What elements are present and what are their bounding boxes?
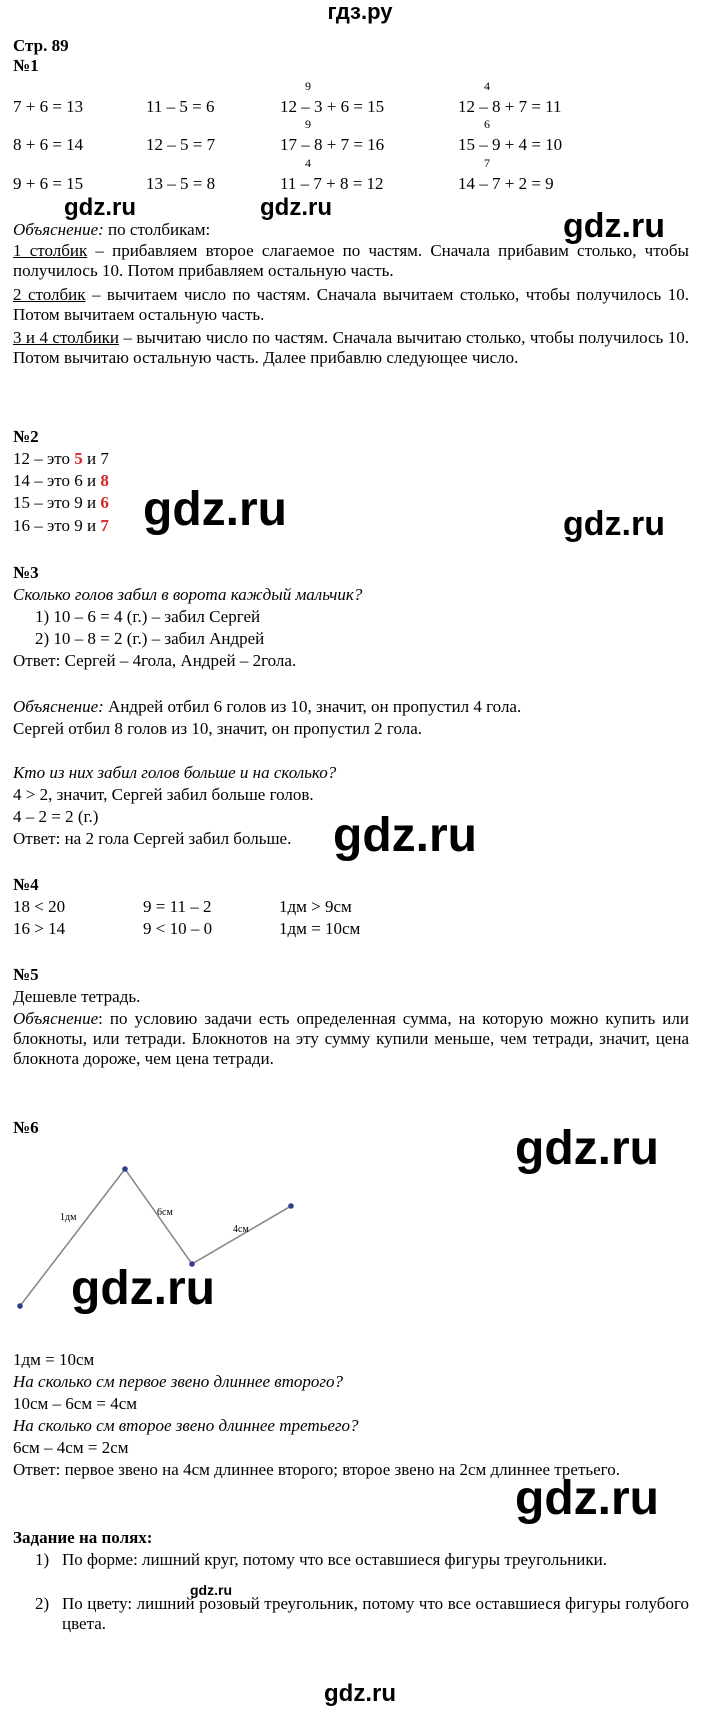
watermark: gdz.ru: [143, 483, 287, 536]
footer-watermark: gdz.ru: [324, 1680, 396, 1707]
column-label: 3 и 4 столбики: [13, 328, 120, 347]
task6-question: На сколько см второе звено длиннее третьего?: [13, 1416, 359, 1435]
watermark: gdz.ru: [64, 194, 136, 221]
superscript-hint: 7: [484, 156, 490, 170]
task3-question: Кто из них забил голов больше и на сколько?: [13, 763, 337, 782]
task3-line: 4 – 2 = 2 (г.): [13, 807, 99, 826]
watermark: gdz.ru: [563, 207, 665, 245]
task3-step: 2) 10 – 8 = 2 (г.) – забил Андрей: [35, 629, 265, 648]
example: 12 – 3 + 6 = 15: [280, 97, 385, 116]
example: 7 + 6 = 13: [13, 97, 84, 116]
example: 13 – 5 = 8: [146, 174, 216, 193]
example: 15 – 9 + 4 = 10: [458, 135, 563, 154]
comparison: 9 < 10 – 0: [143, 919, 213, 938]
explanation-label: Объяснение:: [13, 220, 104, 239]
column-text: – прибавляем второе слагаемое по частям. Сначала прибавим столько, чтобы получилось 10. Потом прибавляем остальную часть.: [13, 241, 689, 280]
column-text: – вычитаем число по частям. Сначала вычитаем столько, чтобы получилось 10. Потом вычитаем остальную часть.: [13, 285, 689, 324]
row-text: 16 – это 9 и: [13, 516, 101, 535]
answer-digit: 8: [100, 471, 109, 490]
task3-line: 4 > 2, значит, Сергей забил больше голов.: [13, 785, 314, 804]
site-header: гдз.ру: [327, 0, 393, 24]
watermark: gdz.ru: [71, 1262, 215, 1315]
example: 11 – 7 + 8 = 12: [280, 174, 384, 193]
comparison: 18 < 20: [13, 897, 66, 916]
task6-answer: Ответ: первое звено на 4см длиннее второго; второе звено на 2см длиннее третьего.: [13, 1460, 620, 1479]
explanation-text: по столбикам:: [103, 220, 211, 239]
task3-answer: Ответ: Сергей – 4гола, Андрей – 2гола.: [13, 651, 297, 670]
task6-line: 10см – 6см = 4см: [13, 1394, 137, 1413]
list-item: По цвету: лишний розовый треугольник, потому что все оставшиеся фигуры голубого цвета.: [62, 1594, 689, 1633]
row-text: 15 – это 9 и: [13, 493, 101, 512]
answer-digit: 5: [74, 449, 83, 468]
explanation-label: Объяснение:: [13, 697, 104, 716]
row-text: 14 – это 6 и: [13, 471, 101, 490]
superscript-hint: 9: [305, 79, 311, 93]
task4-title: №4: [13, 875, 39, 894]
example: 12 – 5 = 7: [146, 135, 216, 154]
vertex-point: [17, 1303, 23, 1309]
task3-answer: Ответ: на 2 гола Сергей забил больше.: [13, 829, 292, 848]
superscript-hint: 4: [305, 156, 311, 170]
task2-title: №2: [13, 427, 39, 446]
superscript-hint: 9: [305, 117, 311, 131]
explanation-text: : по условию задачи есть определенная сумма, на которую можно купить или блокноты, или тетради. Блокнотов на эту сумму купили меньше, чем тетради, значит, цена блокнота дороже, чем цена тетради.: [13, 1009, 689, 1068]
comparison: 16 > 14: [13, 919, 66, 938]
row-text: 12 – это: [13, 449, 75, 468]
task6-title: №6: [13, 1118, 39, 1137]
task3-question: Сколько голов забил в ворота каждый мальчик?: [13, 585, 363, 604]
superscript-hint: 4: [484, 79, 490, 93]
vertex-point: [122, 1166, 128, 1172]
example: 14 – 7 + 2 = 9: [458, 174, 554, 193]
answer-digit: 7: [100, 516, 109, 535]
watermark: gdz.ru: [515, 1122, 659, 1175]
segment-label: 1дм: [60, 1212, 77, 1223]
explanation-label: Объяснение: [13, 1009, 99, 1028]
task3-explanation-line: Сергей отбил 8 голов из 10, значит, он пропустил 2 гола.: [13, 719, 422, 738]
task3-title: №3: [13, 563, 39, 582]
comparison: 1дм = 10см: [279, 919, 361, 938]
row-text: и 7: [82, 449, 109, 468]
watermark: gdz.ru: [190, 1582, 232, 1598]
example: 9 + 6 = 15: [13, 174, 84, 193]
list-item: По форме: лишний круг, потому что все оставшиеся фигуры треугольники.: [62, 1550, 607, 1569]
margin-task-title: Задание на полях:: [13, 1528, 153, 1547]
list-item-number: 1): [35, 1550, 50, 1569]
explanation-text: Андрей отбил 6 голов из 10, значит, он пропустил 4 гола.: [103, 697, 522, 716]
vertex-point: [288, 1203, 294, 1209]
watermark: gdz.ru: [515, 1472, 659, 1525]
answer-digit: 6: [100, 493, 109, 512]
task6-question: На сколько см первое звено длиннее второго?: [13, 1372, 344, 1391]
task5-title: №5: [13, 965, 39, 984]
column-text: – вычитаю число по частям. Сначала вычитаю столько, чтобы получилось 10. Потом вычитаю остальную часть. Далее прибавлю следующее число.: [13, 328, 689, 367]
superscript-hint: 6: [484, 117, 490, 131]
segment-label: 4см: [233, 1224, 249, 1235]
task6-line: 1дм = 10см: [13, 1350, 95, 1369]
watermark: gdz.ru: [260, 194, 332, 221]
list-item-number: 2): [35, 1594, 50, 1613]
segment-label: 6см: [157, 1207, 173, 1218]
comparison: 9 = 11 – 2: [143, 897, 212, 916]
watermark: gdz.ru: [563, 505, 665, 543]
task3-step: 1) 10 – 6 = 4 (г.) – забил Сергей: [35, 607, 261, 626]
example: 11 – 5 = 6: [146, 97, 215, 116]
task5-answer: Дешевле тетрадь.: [13, 987, 141, 1006]
column-label: 2 столбик: [13, 285, 86, 304]
example: 12 – 8 + 7 = 11: [458, 97, 562, 116]
comparison: 1дм > 9см: [279, 897, 352, 916]
task1-title: №1: [13, 56, 39, 75]
task6-line: 6см – 4см = 2см: [13, 1438, 129, 1457]
example: 17 – 8 + 7 = 16: [280, 135, 385, 154]
page-number: Стр. 89: [13, 36, 69, 55]
example: 8 + 6 = 14: [13, 135, 84, 154]
watermark: gdz.ru: [333, 809, 477, 862]
column-label: 1 столбик: [13, 241, 88, 260]
